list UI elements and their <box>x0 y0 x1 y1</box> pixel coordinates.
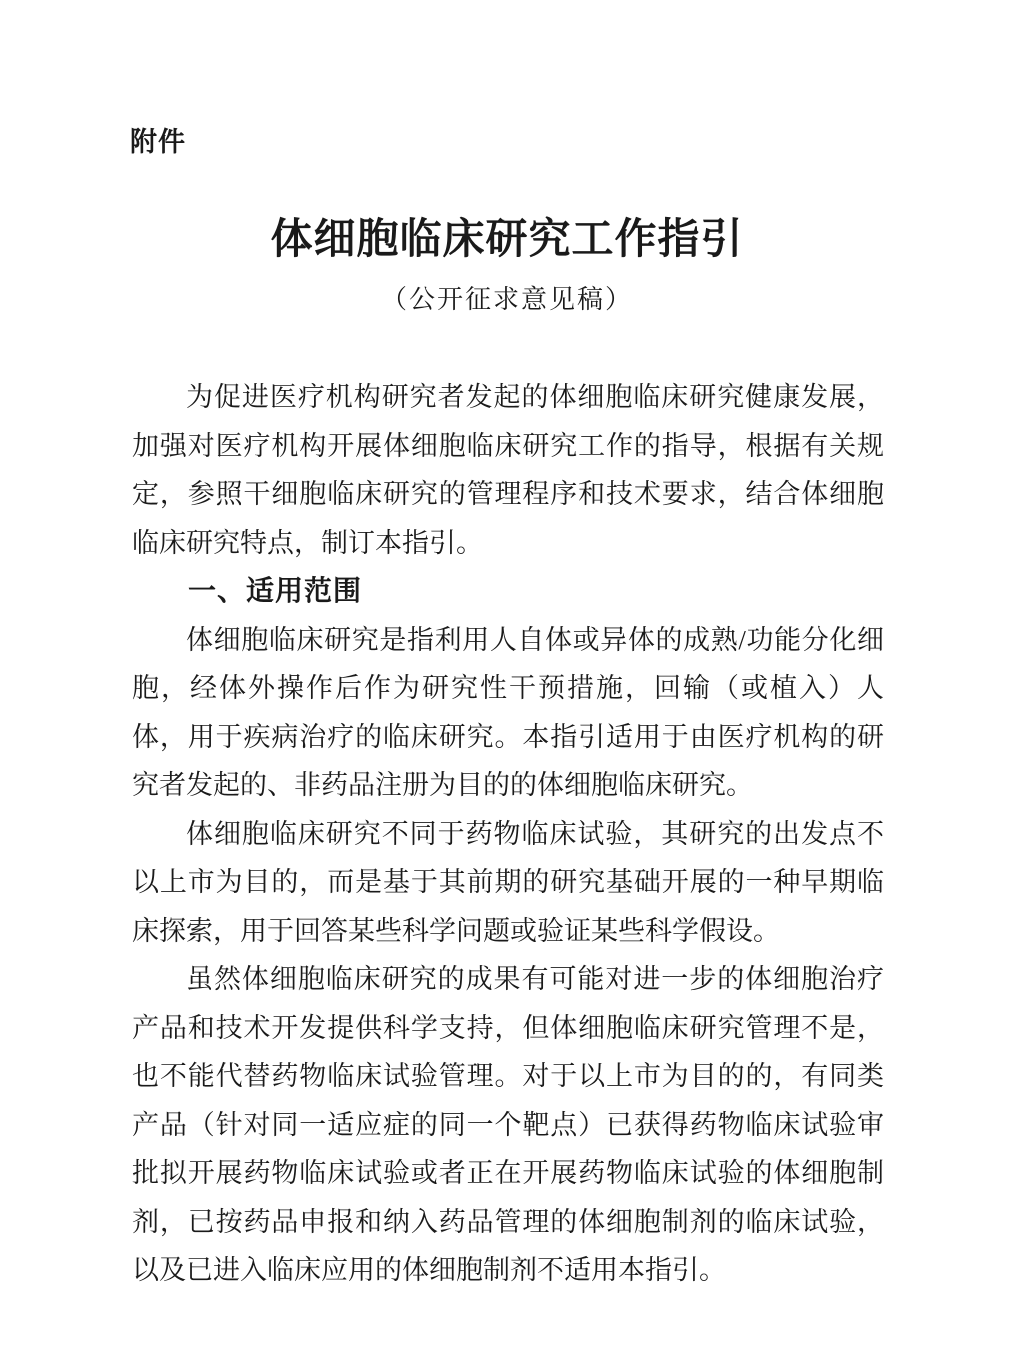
intro-paragraph: 为促进医疗机构研究者发起的体细胞临床研究健康发展，加强对医疗机构开展体细胞临床研究工作的指导，根据有关规定，参照干细胞临床研究的管理程序和技术要求，结合体细胞临床研究特点，制订本指引。 <box>132 382 884 558</box>
document-title: 体细胞临床研究工作指引 <box>270 217 744 263</box>
attachment-label: 附件 <box>130 127 186 157</box>
scope-paragraph-3: 虽然体细胞临床研究的成果有可能对进一步的体细胞治疗产品和技术开发提供科学支持，但体细胞临床研究管理不是，也不能代替药物临床试验管理。对于以上市为目的的，有同类产品（针对同一适应症的同一个靶点）已获得药物临床试验审批拟开展药物临床试验或者正在开展药物临床试验的体细胞制剂，已按药品申报和纳入药品管理的体细胞制剂的临床试验，以及已进入临床应用的体细胞制剂不适用本指引。 <box>132 964 884 1285</box>
scope-paragraph-2: 体细胞临床研究不同于药物临床试验，其研究的出发点不以上市为目的，而是基于其前期的研究基础开展的一种早期临床探索，用于回答某些科学问题或验证某些科学假设。 <box>132 818 884 946</box>
document-body <box>132 373 884 1295</box>
scope-paragraph-1: 体细胞临床研究是指利用人自体或异体的成熟/功能分化细胞，经体外操作后作为研究性干预措施，回输（或植入）人体，用于疾病治疗的临床研究。本指引适用于由医疗机构的研究者发起的、非药品注册为目的的体细胞临床研究。 <box>132 624 884 800</box>
document-subtitle: （公开征求意见稿） <box>380 285 633 314</box>
section-heading-scope: 一、适用范围 <box>188 575 363 606</box>
